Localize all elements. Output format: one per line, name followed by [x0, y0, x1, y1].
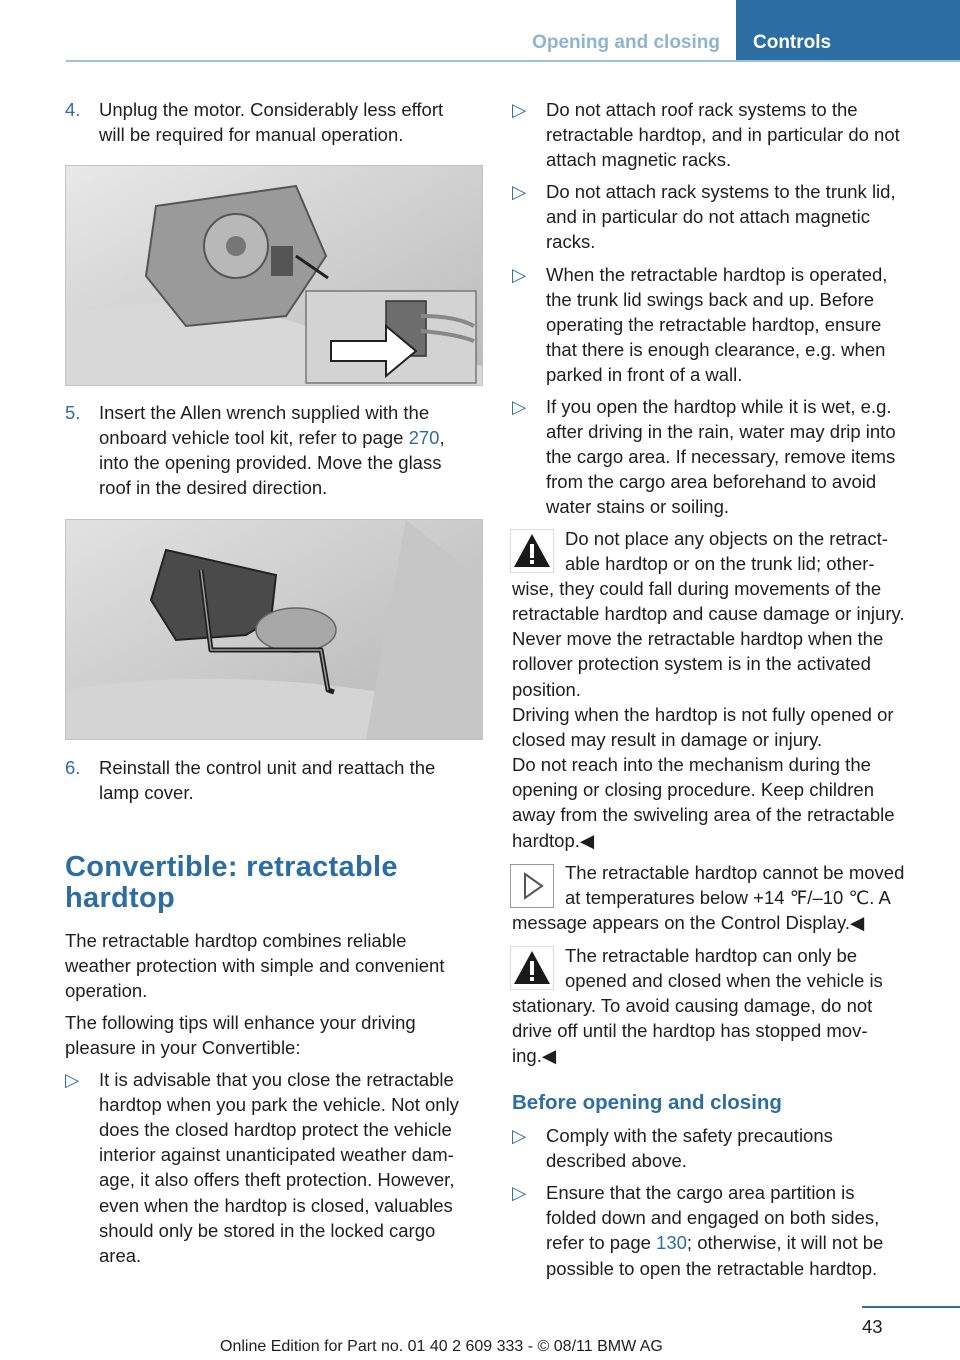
bullet-marker: ▷ — [65, 1069, 80, 1090]
left-bullet-line-8: area. — [99, 1245, 142, 1266]
step-4-number: 4. — [65, 99, 81, 120]
right-bullet-1-line-1: Do not attach roof rack systems to the — [546, 99, 858, 120]
left-bullet-line-7: should only be stored in the locked cargo — [99, 1220, 436, 1241]
warning-2-line-5: ing.◀ — [512, 1045, 557, 1066]
step-5-line-2 — [99, 425, 445, 450]
warning-1-line-11: opening or closing procedure. Keep children — [512, 779, 875, 800]
right-bullet-2-line-1: Do not attach rack systems to the trunk lid, — [546, 181, 896, 202]
bullet-marker: ▷ — [512, 181, 527, 202]
warning-1-line-5: Never move the retractable hardtop when the — [512, 628, 884, 649]
intro-p2-line-1: The following tips will enhance your driving — [65, 1012, 416, 1033]
intro-p1-line-2: weather protection with simple and convenient — [65, 955, 445, 976]
warning-1-line-4: retractable hardtop and cause damage or injury. — [512, 603, 905, 624]
left-bullet-line-4: interior against unanticipated weather dam- — [99, 1144, 454, 1165]
right-bullet-1-line-2: retractable hardtop, and in particular do not — [546, 124, 900, 145]
before-bullet-2-line-3-text: refer to page — [546, 1232, 657, 1253]
warning-icon — [510, 946, 554, 990]
bullet-marker: ▷ — [512, 1182, 527, 1203]
bullet-marker: ▷ — [512, 396, 527, 417]
bullet-marker: ▷ — [512, 264, 527, 285]
right-bullet-3-line-3: operating the retractable hardtop, ensure — [546, 314, 882, 335]
right-bullet-1-line-3: attach magnetic racks. — [546, 149, 732, 170]
header-section-title: Opening and closing — [532, 32, 720, 53]
note-1-line-3: message appears on the Control Display.◀ — [512, 912, 865, 933]
step-5-number: 5. — [65, 402, 81, 423]
intro-p1-line-1: The retractable hardtop combines reliable — [65, 930, 407, 951]
left-bullet-line-2: hardtop when you park the vehicle. Not only — [99, 1094, 459, 1115]
step-5-line-2-text: onboard vehicle tool kit, refer to page — [99, 427, 409, 448]
warning-2-line-4: drive off until the hardtop has stopped mov- — [512, 1020, 868, 1041]
before-bullet-2-line-3-rest: ; otherwise, it will not be — [686, 1232, 884, 1253]
right-bullet-3-line-5: parked in front of a wall. — [546, 364, 743, 385]
bullet-marker: ▷ — [512, 1125, 527, 1146]
warning-1-line-6: rollover protection system is in the activated — [512, 653, 871, 674]
right-bullet-3-line-4: that there is enough clearance, e.g. when — [546, 339, 886, 360]
page-130-link[interactable]: 130 — [656, 1232, 687, 1253]
left-bullet-line-1: It is advisable that you close the retractable — [99, 1069, 454, 1090]
warning-1-line-1: Do not place any objects on the retract- — [565, 528, 888, 549]
right-bullet-4-line-2: after driving in the rain, water may drip into — [546, 421, 896, 442]
warning-1-line-9: closed may result in damage or injury. — [512, 729, 823, 750]
warning-1-line-13: hardtop.◀ — [512, 830, 595, 851]
step-6-line-2: lamp cover. — [99, 782, 194, 803]
left-bullet-line-5: age, it also offers theft protection. However, — [99, 1169, 455, 1190]
intro-p1-line-3: operation. — [65, 980, 148, 1001]
before-bullet-2-line-1: Ensure that the cargo area partition is — [546, 1182, 855, 1203]
page-270-link[interactable]: 270 — [408, 427, 440, 448]
before-bullet-2-line-2: folded down and engaged on both sides, — [546, 1207, 880, 1228]
right-bullet-3-line-1: When the retractable hardtop is operated, — [546, 264, 888, 285]
step-6-number: 6. — [65, 757, 81, 778]
motor-connector-photo — [65, 165, 483, 386]
allen-wrench-photo — [65, 519, 483, 740]
warning-1-line-2: able hardtop or on the trunk lid; other- — [565, 553, 875, 574]
before-bullet-2-line-3 — [546, 1230, 883, 1255]
right-bullet-4-line-1: If you open the hardtop while it is wet, e.g. — [546, 396, 892, 417]
warning-icon — [510, 529, 554, 573]
right-bullet-2-line-3: racks. — [546, 231, 596, 252]
right-bullet-2-line-2: and in particular do not attach magnetic — [546, 206, 870, 227]
right-bullet-4-line-5: water stains or soiling. — [546, 496, 730, 517]
header-chapter-tab[interactable]: Controls — [736, 0, 960, 62]
warning-1-line-3: wise, they could fall during movements of the — [512, 578, 882, 599]
warning-1-line-12: away from the swiveling area of the retractable — [512, 804, 895, 825]
step-5-line-2-comma: , — [439, 427, 445, 448]
step-4-line-2: will be required for manual operation. — [99, 124, 404, 145]
warning-2-line-1: The retractable hardtop can only be — [565, 945, 858, 966]
header-rule — [66, 60, 960, 62]
before-bullet-1-line-2: described above. — [546, 1150, 687, 1171]
left-bullet-line-6: even when the hardtop is closed, valuables — [99, 1195, 453, 1216]
before-bullet-2-line-4: possible to open the retractable hardtop. — [546, 1258, 878, 1279]
note-icon — [510, 864, 554, 908]
step-6-line-1: Reinstall the control unit and reattach the — [99, 757, 436, 778]
right-bullet-4-line-4: from the cargo area beforehand to avoid — [546, 471, 877, 492]
section-title — [65, 852, 398, 914]
step-4-line-1: Unplug the motor. Considerably less effort — [99, 99, 444, 120]
warning-1-line-10: Do not reach into the mechanism during the — [512, 754, 871, 775]
note-1-line-1: The retractable hardtop cannot be moved — [565, 862, 905, 883]
note-1-line-2: at temperatures below +14 ℉/–10 ℃. A — [565, 887, 891, 908]
section-title-line-1: Convertible: retractable — [65, 851, 398, 883]
bullet-marker: ▷ — [512, 99, 527, 120]
footer-edition: Online Edition for Part no. 01 40 2 609 333 - © 08/11 BMW AG — [220, 1338, 663, 1355]
before-bullet-1-line-1: Comply with the safety precautions — [546, 1125, 833, 1146]
right-bullet-3-line-2: the trunk lid swings back and up. Before — [546, 289, 875, 310]
page-number: 43 — [862, 1316, 883, 1337]
section-title-line-2: hardtop — [65, 882, 176, 914]
subsection-title: Before opening and closing — [512, 1091, 782, 1114]
right-bullet-4-line-3: the cargo area. If necessary, remove items — [546, 446, 896, 467]
step-5-line-3: into the opening provided. Move the glass — [99, 452, 442, 473]
step-5-line-1: Insert the Allen wrench supplied with the — [99, 402, 430, 423]
left-bullet-line-3: does the closed hardtop protect the vehicle — [99, 1119, 452, 1140]
warning-1-line-8: Driving when the hardtop is not fully opened or — [512, 704, 894, 725]
page-number-rule — [862, 1306, 960, 1308]
intro-p2-line-2: pleasure in your Convertible: — [65, 1037, 301, 1058]
warning-1-line-7: position. — [512, 679, 581, 700]
warning-2-line-2: opened and closed when the vehicle is — [565, 970, 883, 991]
step-5-line-4: roof in the desired direction. — [99, 477, 328, 498]
warning-2-line-3: stationary. To avoid causing damage, do not — [512, 995, 873, 1016]
